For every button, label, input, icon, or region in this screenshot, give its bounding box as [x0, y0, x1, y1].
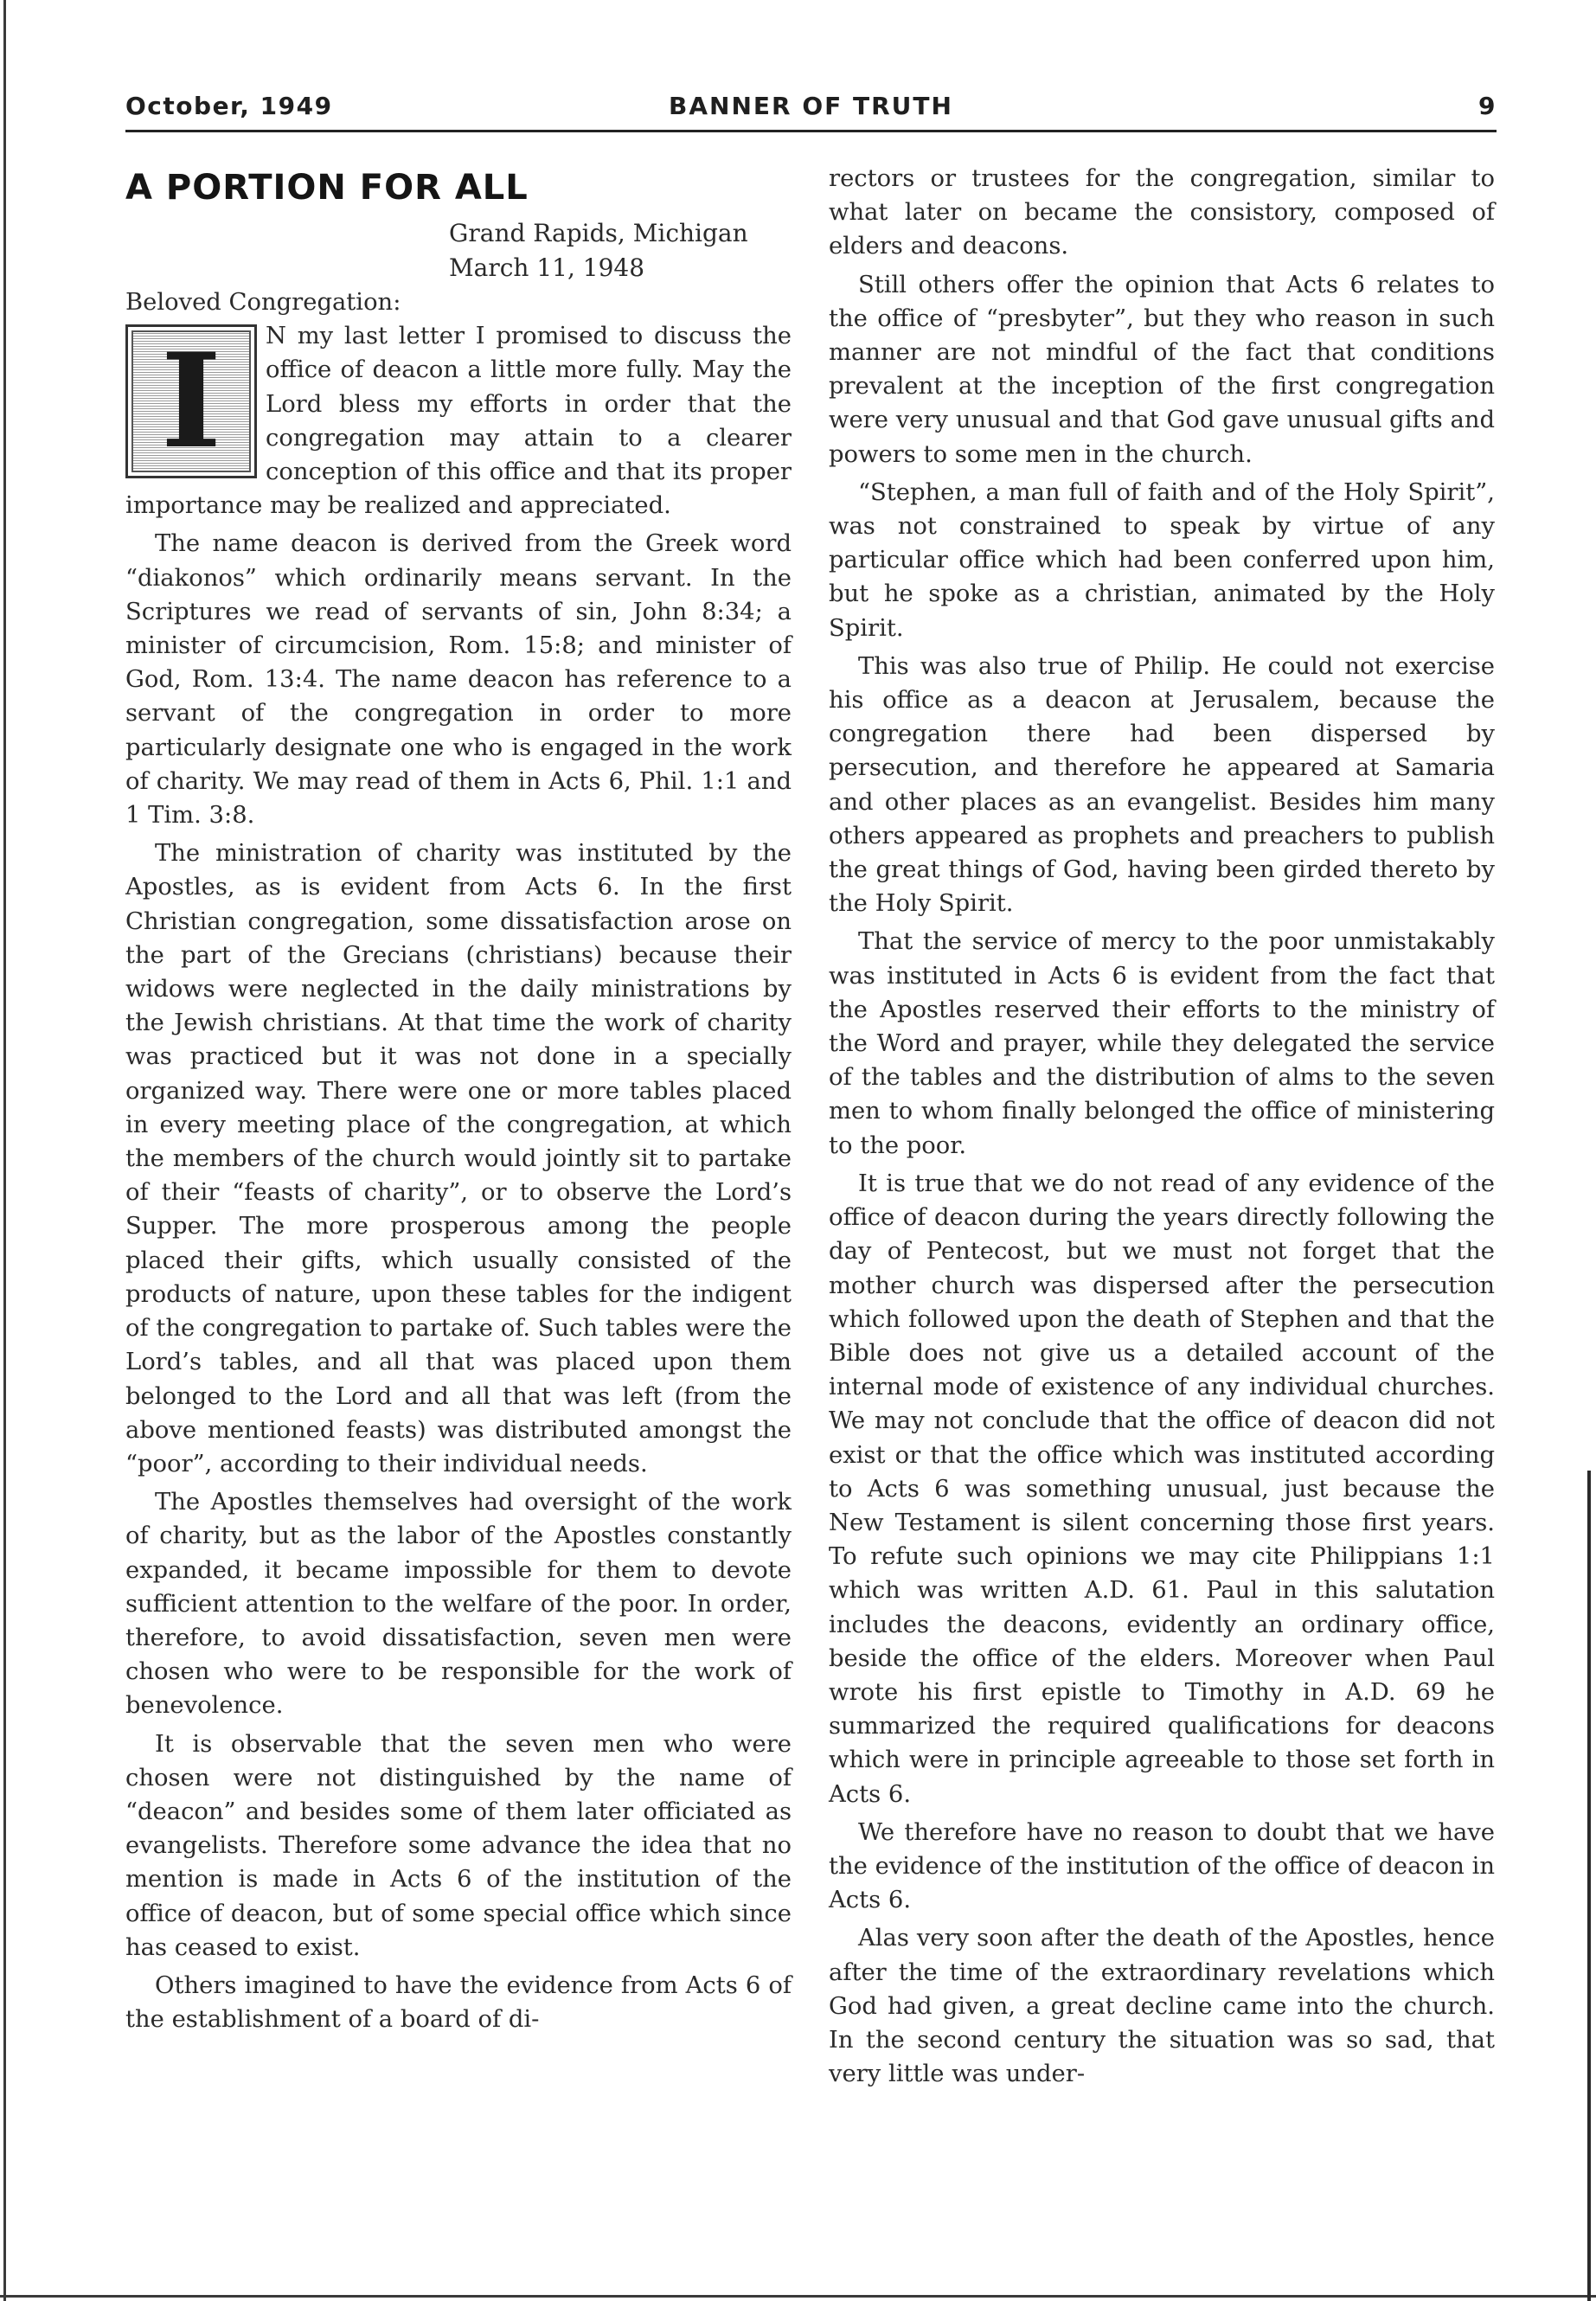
- paragraph: It is true that we do not read of any evidence of the office of deacon during the years directly following the day of Pentecost, but we must not forget that the mother church was dispersed after the persecution which followed upon the death of Stephen and that the Bible does not give us a detailed account of the internal mode of existence of any individual churches. We may not conclude that the office of deacon did not exist or that the office which was instituted according to Acts 6 was something unusual, just because the New Testament is silent concerning those first years. To refute such opinions we may cite Philippians 1:1 which was written A.D. 61. Paul in this salutation includes the deacons, evidently an ordinary office, beside the office of the elders. Moreover when Paul wrote his first epistle to Timothy in A.D. 69 he summarized the required qualifications for deacons which were in principle agreeable to those set forth in Acts 6.: [829, 1170, 1495, 1808]
- page-edge-bottom: [0, 2295, 1596, 2298]
- page-number: 9: [1478, 92, 1497, 120]
- header-rule: [125, 130, 1497, 132]
- paragraph: The ministration of charity was instituted by the Apostles, as is evident from Acts 6. In the first Christian congregation, some dissatisfaction arose on the part of the Grecians (christians) because their widows were neglected in the daily ministrations by the Jewish christians. At that time the work of charity was practiced but it was not done in a specially organized way. There were one or more tables placed in every meeting place of the congregation, at which the members of the church would jointly sit to partake of their “feasts of charity”, or to observe the Lord’s Supper. The more prosperous among the people placed their gifts, which usually consisted of the products of nature, upon these tables for the indigent of the congregation to partake of. Such tables were the Lord’s tables, and all that was placed upon them belonged to the Lord and all that was left (from the above mentioned feasts) was distributed amongst the “poor”, according to their individual needs.: [125, 840, 792, 1477]
- left-column: [125, 164, 792, 2036]
- paragraph: We therefore have no reason to doubt that we have the evidence of the institution of the office of deacon in Acts 6.: [829, 1818, 1495, 1914]
- paragraph: Others imagined to have the evidence from Acts 6 of the establishment of a board of di-: [125, 1971, 792, 2034]
- right-column: [829, 162, 1495, 2091]
- paragraph: It is observable that the seven men who were chosen were not distinguished by the name of “deacon” and besides some of them later officiated as evangelists. Therefore some advance the idea that no mention is made in Acts 6 of the institution of the office of deacon, but of some special office which since has ceased to exist.: [125, 1730, 792, 1961]
- salutation: Beloved Congregation:: [125, 289, 401, 316]
- paragraph: That the service of mercy to the poor unmistakably was instituted in Acts 6 is evident from the fact that the Apostles reserved their efforts to the ministry of the Word and prayer, while they delegated the service of the tables and the distribution of alms to the seven men to whom finally belonged the office of ministering to the poor.: [829, 928, 1495, 1159]
- paragraph: rectors or trustees for the congregation, similar to what later on became the consistory, composed of elders and deacons.: [829, 165, 1495, 260]
- paragraph: The Apostles themselves had oversight of the work of charity, but as the labor of the Apostles constantly expanded, it became impossible for them to devote sufficient attention to the welfare of the poor. In order, therefore, to avoid dissatisfaction, seven men were chosen who were to be responsible for the work of benevolence.: [125, 1489, 792, 1720]
- dateline-date: March 11, 1948: [449, 253, 645, 282]
- paragraph: The name deacon is derived from the Greek word “diakonos” which ordinarily means servant. In the Scriptures we read of servants of sin, John 8:34; a minister of circumcision, Rom. 15:8; and minister of God, Rom. 13:4. The name deacon has reference to a servant of the congregation in order to more particularly designate one who is engaged in the work of charity. We may read of them in Acts 6, Phil. 1:1 and 1 Tim. 3:8.: [125, 530, 792, 830]
- paragraph: N my last letter I promised to discuss the office of deacon a little more fully. May the Lord bless my efforts in order that the congregation may attain to a clearer conception of this office and that its proper importance may be realized and appreciated.: [125, 323, 792, 520]
- paragraph: Still others offer the opinion that Acts 6 relates to the office of “presbyter”, but they who reason in such manner are not mindful of the fact that conditions prevalent at the inception of the first congregation were very unusual and that God gave unusual gifts and powers to some men in the church.: [829, 271, 1495, 468]
- drop-cap-frame: [131, 325, 251, 478]
- drop-cap-ornament: [125, 324, 257, 478]
- dateline-place: Grand Rapids, Michigan: [449, 219, 748, 247]
- publication-title: BANNER OF TRUTH: [669, 92, 953, 120]
- page-edge-right: [1587, 1471, 1591, 2301]
- paragraph: This was also true of Philip. He could not exercise his office as a deacon at Jerusalem, because the congregation there had been dispersed by persecution, and therefore he appeared at Samaria and other places as an evangelist. Besides him many others appeared as prophets and preachers to publish the great things of God, having been girded thereto by the Holy Spirit.: [829, 652, 1495, 918]
- running-header: [125, 87, 1497, 128]
- drop-cap-letter: I: [160, 325, 222, 478]
- paragraph: “Stephen, a man full of faith and of the Holy Spirit”, was not constrained to speak by virtue of any particular office which had been conferred upon him, but he spoke as a christian, animated by the Holy Spirit.: [829, 478, 1495, 642]
- issue-date: October, 1949: [125, 92, 333, 120]
- article-title: A PORTION FOR ALL: [125, 168, 529, 208]
- paragraph: Alas very soon after the death of the Apostles, hence after the time of the extraordinary revelations which God had given, a great decline came into the church. In the second century the situation was so sad, that very little was under-: [829, 1925, 1495, 2088]
- page-edge-left: [3, 0, 6, 2301]
